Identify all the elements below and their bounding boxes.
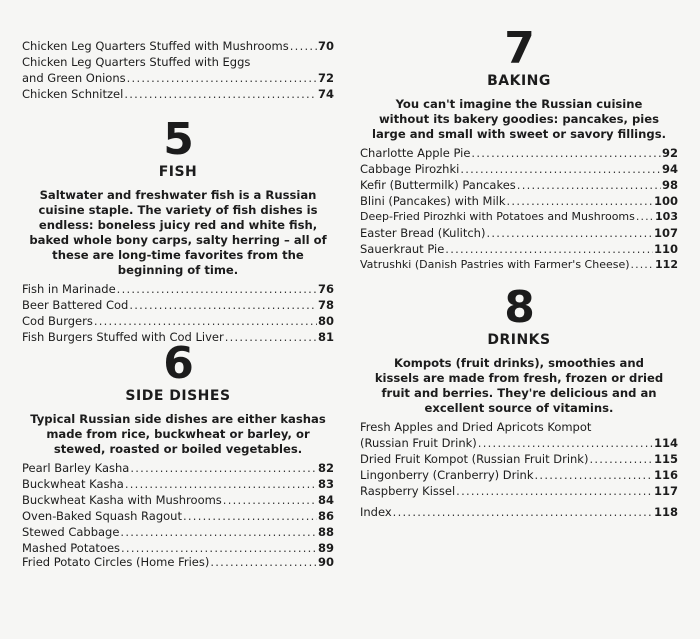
dot-leader: [517, 178, 661, 192]
toc-entry[interactable]: [360, 452, 678, 466]
toc-entry[interactable]: [360, 226, 678, 240]
dot-leader: [210, 555, 317, 569]
entry-page: 84: [317, 493, 334, 507]
entry-page: 103: [655, 210, 678, 223]
toc-entry-index[interactable]: [360, 505, 678, 519]
dot-leader: [124, 87, 317, 101]
dot-leader: [589, 452, 653, 466]
dot-leader: [478, 436, 653, 450]
chapter-title: DRINKS: [487, 332, 551, 348]
dot-leader: [125, 477, 317, 491]
entry-title: Pearl Barley Kasha: [22, 461, 130, 475]
entry-title-line1[interactable]: Chicken Leg Quarters Stuffed with Eggs: [22, 55, 251, 69]
toc-entry[interactable]: [22, 314, 334, 328]
entry-title: Charlotte Apple Pie: [360, 146, 471, 160]
entry-title: (Russian Fruit Drink): [360, 436, 477, 450]
entry-page: 89: [317, 541, 334, 555]
chapter-title: BAKING: [487, 73, 551, 89]
toc-entry[interactable]: [22, 525, 334, 539]
chapter-number: 6: [163, 338, 193, 389]
entry-title: Beer Battered Cod: [22, 298, 129, 312]
entry-page: 116: [653, 468, 678, 482]
entry-title: Blini (Pancakes) with Milk: [360, 194, 506, 208]
entry-page: 100: [653, 194, 678, 208]
entry-page: 76: [317, 282, 334, 296]
chapter-entries: [22, 461, 334, 569]
entry-page: 81: [317, 330, 334, 344]
entry-page: 92: [661, 146, 678, 160]
entry-title: Deep-Fried Pirozhki with Potatoes and Mushrooms: [360, 210, 635, 223]
entry-title: Kefir (Buttermilk) Pancakes: [360, 178, 516, 192]
entry-title: Fish in Marinade: [22, 282, 116, 296]
dot-leader: [445, 242, 653, 256]
dot-leader: [636, 210, 654, 224]
dot-leader: [129, 298, 317, 312]
entry-page: 94: [661, 162, 678, 176]
entry-page: 98: [661, 178, 678, 192]
toc-entry[interactable]: [360, 258, 678, 272]
entry-title: Easter Bread (Kulitch): [360, 226, 486, 240]
dot-leader: [183, 509, 317, 523]
chapter-number: 5: [163, 114, 193, 165]
chapter-entries: [360, 420, 678, 498]
toc-entry[interactable]: [360, 210, 678, 224]
toc-entry[interactable]: [22, 39, 334, 53]
toc-entry[interactable]: [22, 493, 334, 507]
toc-entry[interactable]: [22, 298, 334, 312]
toc-entry[interactable]: [22, 555, 334, 569]
entry-page: 107: [653, 226, 678, 240]
entry-page: 86: [317, 509, 334, 523]
toc-entry[interactable]: [360, 468, 678, 482]
entry-title: Oven-Baked Squash Ragout: [22, 509, 182, 523]
entry-page: 82: [317, 461, 334, 475]
dot-leader: [117, 282, 317, 296]
dot-leader: [393, 505, 653, 519]
entry-page: 110: [653, 242, 678, 256]
entry-title: Cabbage Pirozhki: [360, 162, 460, 176]
chapter-entries: [22, 282, 334, 344]
entry-page: 114: [653, 436, 678, 450]
dot-leader: [507, 194, 653, 208]
toc-entry[interactable]: [22, 541, 334, 555]
entry-title: Stewed Cabbage: [22, 525, 120, 539]
toc-entry[interactable]: [22, 87, 334, 101]
dot-leader: [120, 525, 317, 539]
entry-page: 112: [655, 258, 678, 271]
entry-page: 80: [317, 314, 334, 328]
entry-page: 118: [653, 505, 678, 519]
toc-entry[interactable]: [360, 242, 678, 256]
entry-page: 78: [317, 298, 334, 312]
dot-leader: [471, 146, 661, 160]
chicken-entries: [22, 39, 334, 101]
entry-page: 88: [317, 525, 334, 539]
entry-title: Sauerkraut Pie: [360, 242, 445, 256]
dot-leader: [631, 258, 655, 272]
toc-entry[interactable]: [22, 477, 334, 491]
entry-title: Fish Burgers Stuffed with Cod Liver: [22, 330, 224, 344]
chapter-intro: Typical Russian side dishes are either kashas made from rice, buckwheat or barley, or stewed, roasted or boiled vegetables.: [30, 412, 326, 456]
entry-title: Vatrushki (Danish Pastries with Farmer's Cheese): [360, 258, 630, 271]
dot-leader: [223, 493, 317, 507]
chapter-intro: Kompots (fruit drinks), smoothies and kissels are made from fresh, frozen or dried fruit and berries. They're delicious and an excellent source of vitamins.: [374, 356, 664, 415]
dot-leader: [121, 541, 317, 555]
chapter-fish: [22, 114, 334, 344]
toc-entry[interactable]: [22, 71, 334, 85]
entry-page: 72: [317, 71, 334, 85]
entry-title: and Green Onions: [22, 71, 126, 85]
entry-title: Chicken Schnitzel: [22, 87, 124, 101]
chapter-number: 7: [504, 23, 534, 74]
toc-entry[interactable]: [360, 436, 678, 450]
chapter-baking: [360, 23, 678, 272]
dot-leader: [130, 461, 317, 475]
entry-title: Buckwheat Kasha: [22, 477, 124, 491]
chapter-intro: You can't imagine the Russian cuisine without its bakery goodies: pancakes, pies large and small with sweet or savory fillings.: [372, 97, 666, 141]
entry-page: 115: [653, 452, 678, 466]
entry-title-line1[interactable]: Fresh Apples and Dried Apricots Kompot: [360, 420, 592, 434]
dot-leader: [535, 468, 653, 482]
entry-title: Dried Fruit Kompot (Russian Fruit Drink): [360, 452, 589, 466]
entry-page: 74: [317, 87, 334, 101]
dot-leader: [486, 226, 653, 240]
chapter-title: FISH: [158, 164, 198, 180]
entry-title: Index: [360, 505, 392, 519]
dot-leader: [456, 484, 653, 498]
chapter-entries: [360, 146, 678, 272]
chapter-title: SIDE DISHES: [125, 388, 231, 404]
toc-entry[interactable]: [22, 282, 334, 296]
entry-title: Lingonberry (Cranberry) Drink: [360, 468, 534, 482]
entry-title: Chicken Leg Quarters Stuffed with Mushrooms: [22, 39, 289, 53]
toc-entry[interactable]: [360, 178, 678, 192]
dot-leader: [460, 162, 661, 176]
toc-entry[interactable]: [360, 484, 678, 498]
entry-title: Mashed Potatoes: [22, 541, 121, 555]
entry-title: Cod Burgers: [22, 314, 93, 328]
entry-page: 117: [653, 484, 678, 498]
entry-page: 90: [317, 555, 334, 569]
entry-title: Buckwheat Kasha with Mushrooms: [22, 493, 222, 507]
chapter-intro: Saltwater and freshwater fish is a Russian cuisine staple. The variety of fish dishes is endless: boneless juicy red and white fish, baked whole bony carps, salty herring – all of these are long-time favorites from the beginning of time.: [29, 188, 327, 277]
entry-title: Raspberry Kissel: [360, 484, 456, 498]
toc-entry[interactable]: [360, 194, 678, 208]
entry-page: 83: [317, 477, 334, 491]
entry-title: Fried Potato Circles (Home Fries): [22, 555, 210, 569]
chapter-side-dishes: [22, 338, 334, 569]
dot-leader: [290, 39, 317, 53]
toc-entry[interactable]: [22, 461, 334, 475]
toc-entry[interactable]: [22, 509, 334, 523]
dot-leader: [94, 314, 317, 328]
entry-page: 70: [317, 39, 334, 53]
toc-entry[interactable]: [360, 162, 678, 176]
dot-leader: [127, 71, 317, 85]
chapter-drinks: [360, 282, 678, 498]
chapter-number: 8: [504, 282, 534, 333]
toc-entry[interactable]: [360, 146, 678, 160]
